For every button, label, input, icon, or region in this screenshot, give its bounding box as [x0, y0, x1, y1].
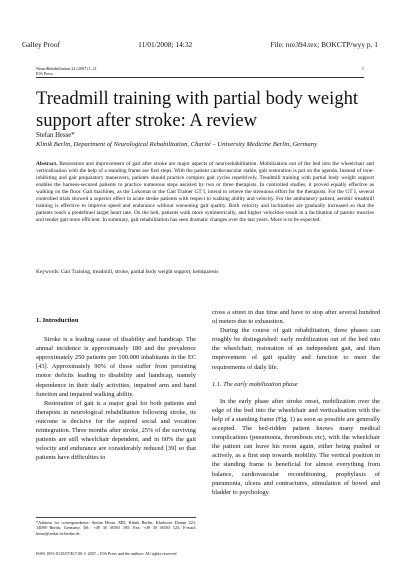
right-column — [212, 308, 380, 497]
journal-header — [36, 66, 364, 78]
abstract-label: Abstract. — [36, 161, 58, 167]
journal-publisher: IOS Press — [36, 71, 53, 76]
body-paragraph: During the course of gait rehabilitation, three phases can roughly be distinguished: early mobilization out of the bed into the wheelchair, restoration of an independent gait, and then improvement of gait quality and function to meet the requirements of daily life. — [212, 327, 380, 371]
galley-proof-header — [22, 38, 378, 50]
body-paragraph: Restoration of gait is a major goal for both patients and therapists in neurological rehabilitation following stroke, its outcome is decisive for the aspired social and vocation reintegration. Three months after stroke, 25% of the surviving patients are still wheelchair dependent, and in 60% the gait velocity and endurance are considerably reduced [39] so that patients have difficulties to — [36, 399, 196, 462]
abstract-text: Restoration and improvement of gait after stroke are major aspects of neurorehabilitation. Mobilization out of the bed into the wheelchair and verticalization with the help of a standing frame are first steps. With the patient cardiovascular stable, gait restoration is put on the agenda. Instead of tone-inhibiting and gait preparatory maneuvers, patients should practice complex gait cycles repetitively. Treadmill training with partial body weight support enables the harness-secured patients to practice numerous steps assisted by two or three therapists. In controlled studies, it proved equally effective as walking on the floor. Gait machines, as the Lokomat or the Gait Trainer GT I, intend to relieve the strenuous effort for the therapists. For the GT I, several controlled trials showed a superior effect in acute stroke patients with respect to walking ability and velocity. For the ambulatory patient, aerobic treadmill training is effective to improve speed and endurance without worsening gait quality. Both velocity and inclination are gradually increased so that the patients reach a predefined target heart rate. On the belt, patients walk more symmetrically, and higher velocities result in a facilitation of paretic muscles and tender gait more efficient. In summary, gait rehabilitation has seen dramatic changes over the last years. More is to be expected. — [36, 161, 374, 223]
body-paragraph: In the early phase after stroke onset, mobilization over the edge of the bed into the wheelchair and verticalisation with the help of a standing frame (Fig. 1) as soon as possible are generally accepted. The bed-ridden patient knows many medical complications (pneumonia, thrombosis etc), with the wheelchair the patient can leave his room again, either being pushed or actively, as a first step towards mobility. The vertical position in the standing frame is beneficial for almost everything from balance, cardiovascular reconditioning, prophylaxis of pneumonia, ulcera and contractures, stimulation of bowel and bladder to psychology. — [212, 397, 380, 496]
correspondence-footnote: *Address for correspondence: Stefan Hesse, MD, Klinik Berlin, Kladower Damm 223, 14089 Berlin, Germany. Tel.: +49 30 36503 185; Fax: +49 30 36503 123; E-mail: hesse@zedat.fu-berlin.de. — [36, 517, 196, 536]
section-heading-introduction: 1. Introduction — [36, 317, 79, 324]
abstract — [36, 161, 374, 271]
journal-citation: NeuroRehabilitation 22 (2007) 1–11 — [36, 66, 97, 71]
body-paragraph: Stroke is a leading cause of disability and handicap. The annual incidence is approximately 180 and the prevalence approximately 250 patients per 100.000 inhabitants in the EC [43]. Approximately 90% of those suffer from persisting motor deficits leading to disability and handicap, namely dependence in their daily activities, impaired arm and hand function and impaired walking ability. — [36, 336, 196, 398]
author-affiliation: Klinik Berlin, Department of Neurological Rehabilitation, Charité – University Medicine Berlin, Germany — [36, 141, 318, 148]
galley-timestamp: 11/01/2008; 14:32 — [138, 39, 193, 49]
left-column — [36, 308, 196, 462]
paper-title: Treadmill training with partial body weight support after stroke: A review — [36, 88, 359, 131]
galley-file-info: File: nre394.tex; BOKCTP/wyy p. 1 — [270, 39, 378, 49]
author-name: Stefan Hesse* — [36, 132, 75, 139]
copyright-line: ISSN 1053-8135/07/$17.00 © 2007 – IOS Press and the authors. All rights reserved — [36, 551, 177, 556]
subsection-heading-early-mobilization: 1.1. The early mobilization phase — [212, 380, 298, 388]
galley-label: Galley Proof — [22, 39, 60, 49]
keywords: Keywords: Gait Training, treadmill, stroke, partial body weight support, hemiparesis — [36, 269, 219, 275]
body-paragraph: cross a street in due time and have to stop after several hundred of meters due to exhaustion. — [212, 309, 380, 326]
page-number: 1 — [361, 66, 364, 71]
